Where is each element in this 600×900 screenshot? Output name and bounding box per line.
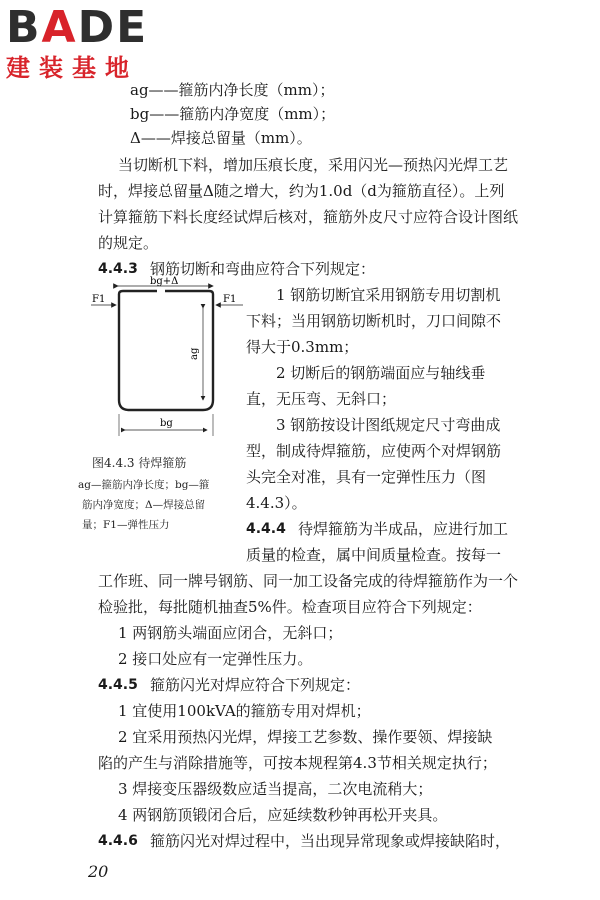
section-line: 质量的检查，属中间质量检查。按每一 xyxy=(246,546,502,564)
figure-caption-title: 图4.4.3 待焊箍筋 xyxy=(92,456,187,470)
left-force-label: F1 xyxy=(92,294,106,305)
figure-caption-line: 筋内净宽度；Δ—焊接总留 xyxy=(82,499,206,511)
check-item: 1 两钢筋头端面应闭合，无斜口； xyxy=(118,624,343,642)
section-title-4-4-5: 箍筋闪光对焊应符合下列规定： xyxy=(150,676,361,694)
weld-item: 2 宜采用预热闪光焊，焊接工艺参数、操作要领、焊接缺 xyxy=(118,728,493,746)
right-force-label: F1 xyxy=(223,294,237,305)
section-number-4-4-4: 4.4.4 xyxy=(246,521,286,537)
paragraph-line: 当切断机下料，增加压痕长度，采用闪光—预热闪光焊工艺 xyxy=(118,156,509,174)
item-line: 型，制成待焊箍筋，应使两个对焊钢筋 xyxy=(246,442,502,460)
figure-caption-line: 量；F1—弹性压力 xyxy=(82,519,170,531)
weld-item: 1 宜使用100kVA的箍筋专用对焊机； xyxy=(118,702,371,720)
bottom-dimension-label: bg xyxy=(160,418,173,429)
item-line: 3 钢筋按设计图纸规定尺寸弯曲成 xyxy=(276,416,501,434)
paragraph-line: 时，焊接总留量Δ随之增大，约为1.0d（d为箍筋直径）。上列 xyxy=(98,182,505,200)
section-number-4-4-3: 4.4.3 xyxy=(98,261,138,277)
section-line: 箍筋闪光对焊过程中，当出现异常现象或焊接缺陷时， xyxy=(150,832,511,850)
section-line: 工作班、同一牌号钢筋、同一加工设备完成的待焊箍筋作为一个 xyxy=(98,572,519,590)
section-title-4-4-3: 钢筋切断和弯曲应符合下列规定： xyxy=(150,260,376,278)
paragraph-line: 计算箍筋下料长度经试焊后核对，箍筋外皮尺寸应符合设计图纸 xyxy=(98,208,519,226)
stirrup-left-end xyxy=(119,291,157,294)
paragraph-line: 的规定。 xyxy=(98,234,159,252)
weld-item: 陷的产生与消除措施等，可按本规程第4.3节相关规定执行； xyxy=(98,754,497,772)
item-line: 下料；当用钢筋切断机时，刀口间隙不 xyxy=(246,312,502,330)
stirrup-right-end xyxy=(165,291,213,294)
item-line: 头完全对准，具有一定弹性压力（图 xyxy=(246,468,487,486)
section-line: 待焊箍筋为半成品，应进行加工 xyxy=(298,520,509,538)
weld-item: 4 两钢筋顶锻闭合后，应延续数秒钟再松开夹具。 xyxy=(118,806,448,824)
page-number: 20 xyxy=(88,862,109,881)
weld-item: 3 焊接变压器级数应适当提高，二次电流稍大； xyxy=(118,780,433,798)
definition-delta: Δ——焊接总留量（mm）。 xyxy=(130,129,312,147)
section-line: 检验批，每批随机抽查5%件。检查项目应符合下列规定： xyxy=(98,598,482,616)
section-number-4-4-5: 4.4.5 xyxy=(98,677,138,693)
bade-logo xyxy=(6,4,176,82)
item-line: 2 切断后的钢筋端面应与轴线垂 xyxy=(276,364,486,382)
definition-bg: bg——箍筋内净宽度（mm）； xyxy=(130,105,336,123)
check-item: 2 接口处应有一定弹性压力。 xyxy=(118,650,313,668)
logo-subtitle: 建装基地 xyxy=(6,54,138,82)
figure-caption-line: ag—箍筋内净长度；bg—箍 xyxy=(78,479,210,491)
height-dimension-label: ag xyxy=(189,347,200,360)
definition-ag: ag——箍筋内净长度（mm）； xyxy=(130,81,335,99)
item-line: 1 钢筋切断宜采用钢筋专用切割机 xyxy=(276,286,501,304)
top-dimension-label: bg+Δ xyxy=(150,276,179,287)
section-number-4-4-6: 4.4.6 xyxy=(98,833,138,849)
stirrup-figure xyxy=(85,272,250,447)
item-line: 4.4.3）。 xyxy=(246,494,307,512)
item-line: 直，无压弯、无斜口； xyxy=(246,390,397,408)
logo-wordmark: BADE xyxy=(6,2,149,53)
item-line: 得大于0.3mm； xyxy=(246,338,359,356)
